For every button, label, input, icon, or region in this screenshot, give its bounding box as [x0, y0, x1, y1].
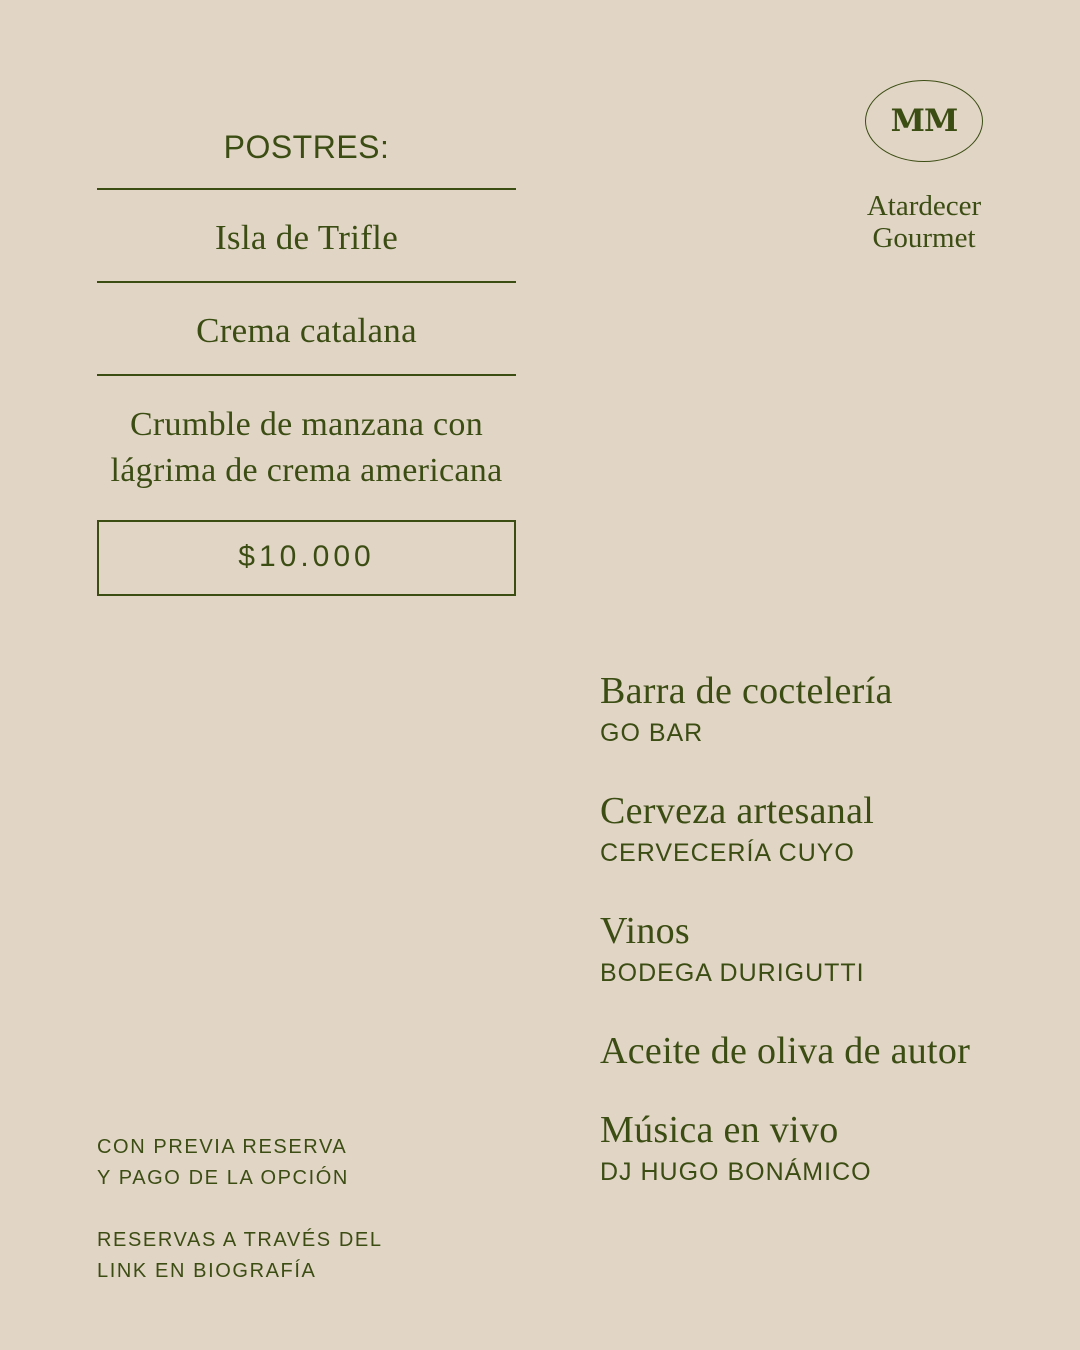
extra-title: Barra de coctelería	[600, 670, 893, 712]
note-block	[97, 1132, 517, 1194]
extras-list	[600, 668, 1040, 1227]
note-line: Y PAGO DE LA OPCIÓN	[97, 1167, 349, 1189]
extra-title: Música en vivo	[600, 1109, 839, 1151]
extra-title: Vinos	[600, 910, 691, 952]
price-box	[97, 520, 516, 596]
extra-provider: CERVECERÍA CUYO	[600, 839, 855, 867]
monogram: MM	[890, 103, 958, 139]
dessert-item: Crema catalana	[196, 311, 417, 350]
brand-name-line: Atardecer	[866, 190, 982, 222]
dessert-item: Isla de Trifle	[214, 218, 399, 257]
note-block	[97, 1225, 517, 1287]
dessert-item-line: Crumble de manzana con	[129, 406, 484, 443]
desserts-menu	[97, 110, 516, 596]
extra-provider: DJ HUGO BONÁMICO	[600, 1158, 872, 1186]
extra-title: Cerveza artesanal	[600, 790, 875, 832]
price: $10.000	[238, 540, 375, 573]
extra-item	[600, 908, 1040, 1028]
brand-name	[854, 190, 994, 254]
monogram-badge	[865, 80, 983, 162]
note-line: LINK EN BIOGRAFÍA	[97, 1260, 317, 1282]
extra-item	[600, 1107, 1040, 1227]
dessert-item-line: lágrima de crema americana	[110, 452, 503, 489]
desserts-title: POSTRES:	[223, 129, 390, 165]
booking-notes	[97, 1132, 517, 1287]
extra-provider: BODEGA DURIGUTTI	[600, 959, 865, 987]
extra-item	[600, 668, 1040, 788]
dessert-item	[97, 376, 516, 494]
extra-provider: GO BAR	[600, 719, 704, 747]
extra-title: Aceite de oliva de autor	[600, 1030, 971, 1072]
brand-logo	[854, 80, 994, 254]
note-line: CON PREVIA RESERVA	[97, 1136, 348, 1158]
brand-name-line: Gourmet	[872, 222, 976, 254]
extra-item	[600, 1028, 1040, 1107]
note-line: RESERVAS A TRAVÉS DEL	[97, 1229, 383, 1251]
extra-item	[600, 788, 1040, 908]
